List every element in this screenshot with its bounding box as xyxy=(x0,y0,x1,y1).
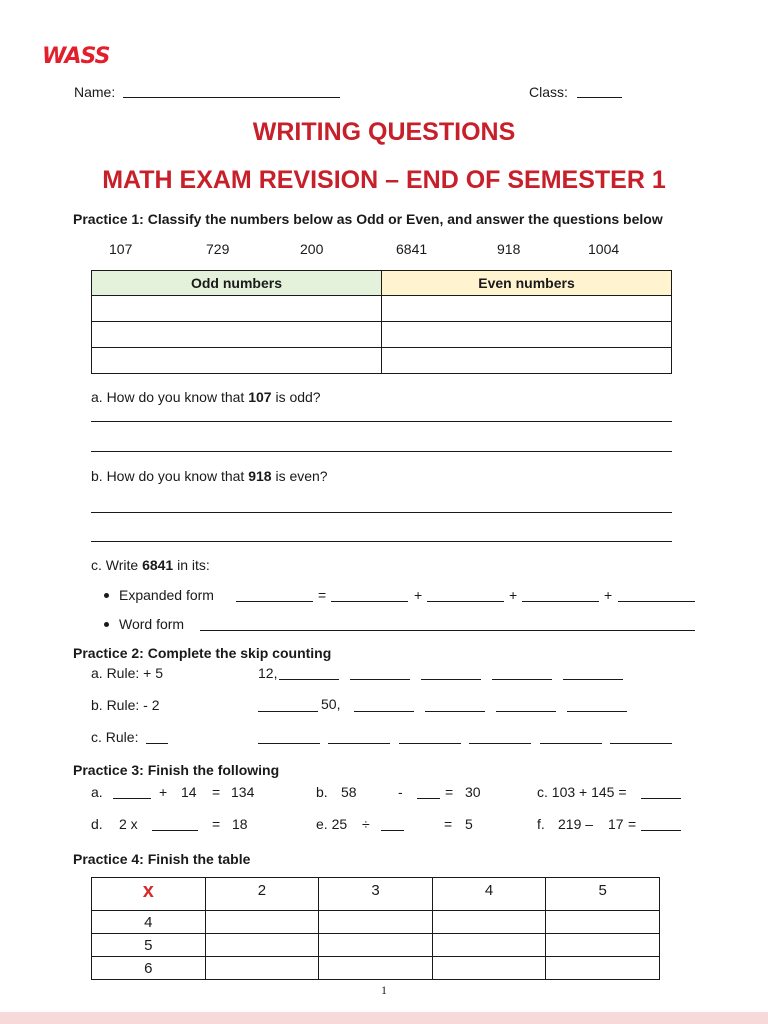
p3-blank[interactable] xyxy=(641,798,681,799)
rule-a: a. Rule: + 5 xyxy=(91,665,163,681)
table-cell[interactable] xyxy=(319,911,433,934)
answer-line[interactable] xyxy=(91,421,672,422)
name-field[interactable] xyxy=(123,97,340,98)
rule-c: c. Rule: xyxy=(91,729,139,745)
skip-blank[interactable] xyxy=(279,679,339,680)
table-col-header: 4 xyxy=(432,878,546,911)
expanded-blank[interactable] xyxy=(236,601,313,602)
p3-e-divide: ÷ xyxy=(362,816,370,832)
p3-blank[interactable] xyxy=(113,798,151,799)
even-cell[interactable] xyxy=(382,322,672,348)
p3-b-minus: - xyxy=(398,784,403,800)
p3-f-text: 219 – xyxy=(558,816,594,832)
p3-blank[interactable] xyxy=(152,830,198,831)
wass-logo: WASS xyxy=(42,44,110,69)
skip-blank[interactable] xyxy=(496,711,556,712)
class-field[interactable] xyxy=(577,97,622,98)
table-row xyxy=(92,911,660,934)
word-form-label: Word form xyxy=(119,616,185,632)
p3-b-label: b. xyxy=(316,784,328,800)
p3-e-result: 5 xyxy=(465,816,473,832)
p3-a-label: a. xyxy=(91,784,103,800)
page-subtitle: MATH EXAM REVISION – END OF SEMESTER 1 xyxy=(102,166,666,194)
question-b xyxy=(91,468,328,484)
skip-blank[interactable] xyxy=(540,743,602,744)
number-item: 729 xyxy=(206,241,230,257)
multiplication-table xyxy=(91,877,660,980)
question-a-number: 107 xyxy=(248,389,272,405)
rule-c-blank[interactable] xyxy=(146,743,168,744)
odd-even-table xyxy=(91,270,672,374)
table-cell[interactable] xyxy=(319,957,433,980)
table-cell[interactable] xyxy=(432,957,546,980)
question-b-number: 918 xyxy=(248,468,272,484)
answer-line[interactable] xyxy=(91,512,672,513)
expanded-blank[interactable] xyxy=(522,601,599,602)
table-cell[interactable] xyxy=(546,957,660,980)
p3-blank[interactable] xyxy=(417,798,440,799)
p3-b-equals: = xyxy=(445,784,454,800)
p3-d-label: d. xyxy=(91,816,103,832)
odd-cell[interactable] xyxy=(92,296,382,322)
odd-numbers-header: Odd numbers xyxy=(92,271,382,296)
table-cell[interactable] xyxy=(546,911,660,934)
skip-blank[interactable] xyxy=(492,679,552,680)
skip-blank[interactable] xyxy=(469,743,531,744)
page-title: WRITING QUESTIONS xyxy=(252,118,516,146)
skip-blank[interactable] xyxy=(258,743,320,744)
practice4-heading: Practice 4: Finish the table xyxy=(73,851,251,867)
number-item: 1004 xyxy=(588,241,620,257)
question-c-prefix: c. Write xyxy=(91,557,143,573)
p3-e-text: e. 25 xyxy=(316,816,348,832)
plus-sign: + xyxy=(604,587,613,603)
answer-line[interactable] xyxy=(91,451,672,452)
number-item: 107 xyxy=(109,241,133,257)
p3-c-text: c. 103 + 145 = xyxy=(537,784,627,800)
p3-f-equals: = xyxy=(628,816,637,832)
p3-a-plus: + xyxy=(159,784,168,800)
question-c xyxy=(91,557,210,573)
table-cell[interactable] xyxy=(432,934,546,957)
practice3-heading: Practice 3: Finish the following xyxy=(73,762,280,778)
skip-blank[interactable] xyxy=(328,743,390,744)
table-cell[interactable] xyxy=(432,911,546,934)
skip-blank[interactable] xyxy=(354,711,414,712)
rule-a-start: 12, xyxy=(258,665,278,681)
table-cell[interactable] xyxy=(205,911,319,934)
expanded-blank[interactable] xyxy=(331,601,408,602)
question-b-suffix: is even? xyxy=(271,468,328,484)
question-a-suffix: is odd? xyxy=(271,389,321,405)
skip-blank[interactable] xyxy=(567,711,627,712)
table-col-header: 3 xyxy=(319,878,433,911)
question-b-prefix: b. How do you know that xyxy=(91,468,249,484)
skip-blank[interactable] xyxy=(258,711,318,712)
p3-f-number: 17 xyxy=(608,816,624,832)
bullet-icon xyxy=(104,593,109,598)
p3-f-label: f. xyxy=(537,816,545,832)
table-row-header: 5 xyxy=(92,934,206,957)
skip-blank[interactable] xyxy=(350,679,410,680)
odd-cell[interactable] xyxy=(92,348,382,374)
even-cell[interactable] xyxy=(382,296,672,322)
rule-b: b. Rule: - 2 xyxy=(91,697,160,713)
rule-b-mid: 50, xyxy=(321,696,341,712)
question-a-prefix: a. How do you know that xyxy=(91,389,249,405)
skip-blank[interactable] xyxy=(421,679,481,680)
equals-sign: = xyxy=(318,587,327,603)
question-c-suffix: in its: xyxy=(173,557,210,573)
answer-line[interactable] xyxy=(91,541,672,542)
footer-band xyxy=(0,1012,768,1024)
p3-d-text: 2 x xyxy=(119,816,138,832)
table-col-header: 5 xyxy=(546,878,660,911)
practice1-heading: Practice 1: Classify the numbers below as Odd or Even, and answer the questions below xyxy=(73,211,663,227)
number-item: 918 xyxy=(497,241,521,257)
p3-b-result: 30 xyxy=(465,784,481,800)
p3-b-number: 58 xyxy=(341,784,357,800)
odd-cell[interactable] xyxy=(92,322,382,348)
table-corner-x: x xyxy=(92,878,206,911)
even-numbers-header: Even numbers xyxy=(382,271,672,296)
even-cell[interactable] xyxy=(382,348,672,374)
p3-a-result: 134 xyxy=(231,784,255,800)
p3-blank[interactable] xyxy=(381,830,404,831)
skip-blank[interactable] xyxy=(399,743,461,744)
question-c-number: 6841 xyxy=(142,557,174,573)
table-row xyxy=(92,934,660,957)
question-a xyxy=(91,389,321,405)
p3-blank[interactable] xyxy=(641,830,681,831)
word-form-blank[interactable] xyxy=(200,630,695,631)
table-cell[interactable] xyxy=(205,957,319,980)
table-row-header: 4 xyxy=(92,911,206,934)
expanded-blank[interactable] xyxy=(618,601,695,602)
bullet-icon xyxy=(104,622,109,627)
expanded-form-label: Expanded form xyxy=(119,587,214,603)
p3-d-result: 18 xyxy=(232,816,248,832)
table-cell[interactable] xyxy=(546,934,660,957)
number-item: 6841 xyxy=(396,241,428,257)
skip-blank[interactable] xyxy=(425,711,485,712)
practice2-heading: Practice 2: Complete the skip counting xyxy=(73,645,332,661)
skip-blank[interactable] xyxy=(563,679,623,680)
number-item: 200 xyxy=(300,241,324,257)
name-label: Name: xyxy=(74,84,116,100)
plus-sign: + xyxy=(414,587,423,603)
p3-e-equals: = xyxy=(444,816,453,832)
p3-a-equals: = xyxy=(212,784,221,800)
class-label: Class: xyxy=(529,84,568,100)
table-row-header: 6 xyxy=(92,957,206,980)
expanded-blank[interactable] xyxy=(427,601,504,602)
p3-a-number: 14 xyxy=(181,784,197,800)
skip-blank[interactable] xyxy=(610,743,672,744)
p3-d-equals: = xyxy=(212,816,221,832)
page-number: 1 xyxy=(381,983,387,997)
table-col-header: 2 xyxy=(205,878,319,911)
table-row xyxy=(92,957,660,980)
plus-sign: + xyxy=(509,587,518,603)
table-cell[interactable] xyxy=(319,934,433,957)
table-cell[interactable] xyxy=(205,934,319,957)
